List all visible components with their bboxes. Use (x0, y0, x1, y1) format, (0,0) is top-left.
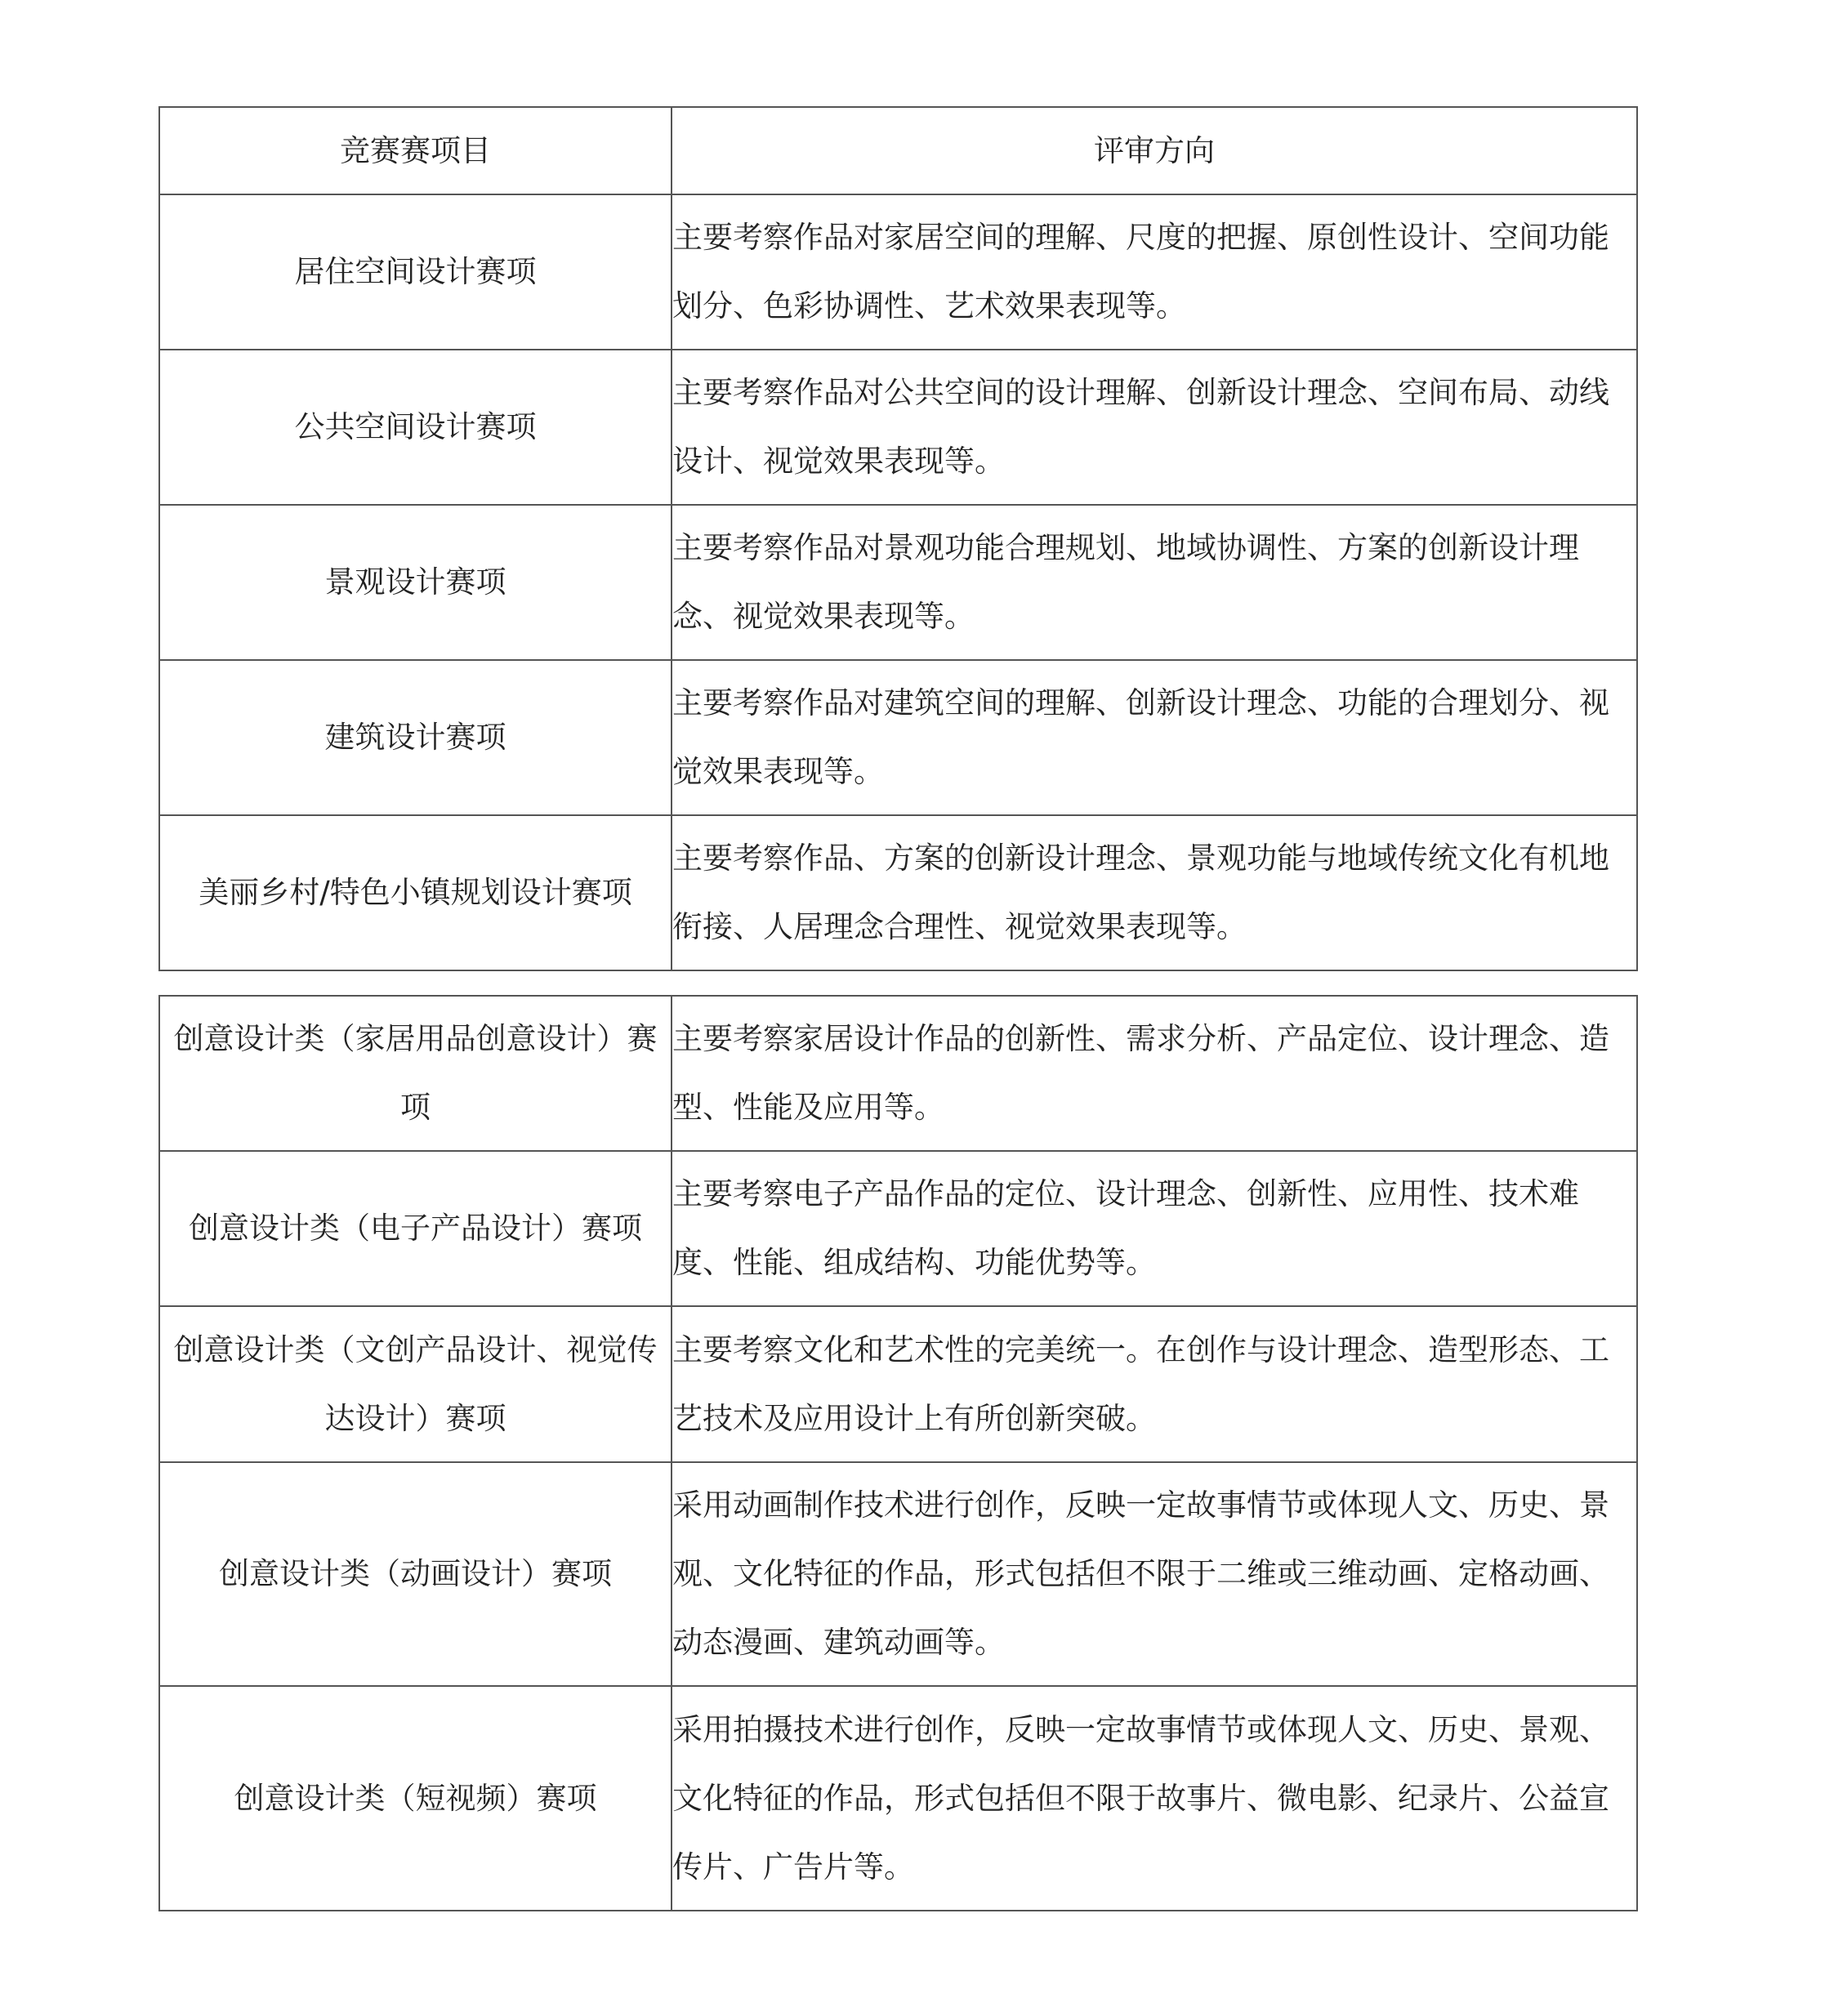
table-row (159, 505, 1637, 660)
review-direction: 主要考察电子产品作品的定位、设计理念、创新性、应用性、技术难度、性能、组成结构、功能优势等。 (672, 1151, 1637, 1306)
review-direction: 主要考察作品、方案的创新设计理念、景观功能与地域传统文化有机地衔接、人居理念合理性、视觉效果表现等。 (672, 815, 1637, 970)
header-direction: 评审方向 (672, 107, 1637, 194)
project-name: 创意设计类（文创产品设计、视觉传达设计）赛项 (159, 1306, 672, 1462)
table-row (159, 1462, 1637, 1686)
table-row (159, 194, 1637, 350)
review-direction: 采用拍摄技术进行创作，反映一定故事情节或体现人文、历史、景观、文化特征的作品，形式包括但不限于故事片、微电影、纪录片、公益宣传片、广告片等。 (672, 1686, 1637, 1911)
table-row (159, 1686, 1637, 1911)
criteria-table-1 (158, 106, 1638, 971)
project-name: 公共空间设计赛项 (159, 350, 672, 505)
criteria-table-2 (158, 995, 1638, 1911)
table-row (159, 350, 1637, 505)
review-direction: 主要考察作品对景观功能合理规划、地域协调性、方案的创新设计理念、视觉效果表现等。 (672, 505, 1637, 660)
table-row (159, 660, 1637, 815)
project-name: 美丽乡村/特色小镇规划设计赛项 (159, 815, 672, 970)
table-header-row (159, 107, 1637, 194)
project-name: 创意设计类（动画设计）赛项 (159, 1462, 672, 1686)
review-direction: 主要考察文化和艺术性的完美统一。在创作与设计理念、造型形态、工艺技术及应用设计上有所创新突破。 (672, 1306, 1637, 1462)
header-project: 竞赛赛项目 (159, 107, 672, 194)
table-row (159, 996, 1637, 1151)
review-direction: 主要考察家居设计作品的创新性、需求分析、产品定位、设计理念、造型、性能及应用等。 (672, 996, 1637, 1151)
project-name: 创意设计类（家居用品创意设计）赛项 (159, 996, 672, 1151)
table-row (159, 1151, 1637, 1306)
project-name: 创意设计类（短视频）赛项 (159, 1686, 672, 1911)
review-direction: 主要考察作品对公共空间的设计理解、创新设计理念、空间布局、动线设计、视觉效果表现等。 (672, 350, 1637, 505)
review-direction: 主要考察作品对家居空间的理解、尺度的把握、原创性设计、空间功能划分、色彩协调性、艺术效果表现等。 (672, 194, 1637, 350)
review-direction: 主要考察作品对建筑空间的理解、创新设计理念、功能的合理划分、视觉效果表现等。 (672, 660, 1637, 815)
project-name: 建筑设计赛项 (159, 660, 672, 815)
project-name: 景观设计赛项 (159, 505, 672, 660)
table-row (159, 815, 1637, 970)
table-row (159, 1306, 1637, 1462)
project-name: 创意设计类（电子产品设计）赛项 (159, 1151, 672, 1306)
review-direction: 采用动画制作技术进行创作，反映一定故事情节或体现人文、历史、景观、文化特征的作品，形式包括但不限于二维或三维动画、定格动画、动态漫画、建筑动画等。 (672, 1462, 1637, 1686)
project-name: 居住空间设计赛项 (159, 194, 672, 350)
